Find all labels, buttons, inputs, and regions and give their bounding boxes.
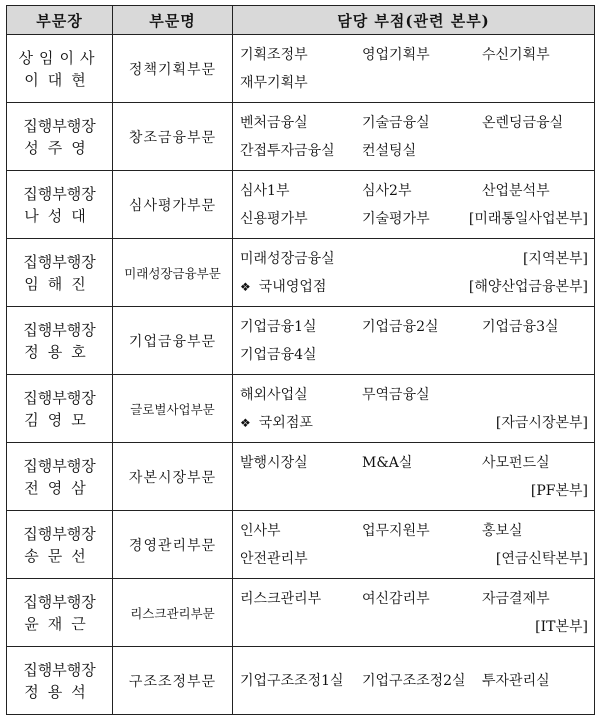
division-name-cell: 심사평가부문 xyxy=(113,171,233,239)
department-name: 기술금융실 xyxy=(362,114,430,131)
head-title: 집행부행장 xyxy=(23,660,96,679)
department-name: 온렌딩금융실 xyxy=(482,114,564,131)
department-name: 미래성장금융실 xyxy=(240,250,335,267)
dept-line-2 xyxy=(240,273,590,301)
table-body xyxy=(7,35,595,715)
dept-line-1 xyxy=(240,177,590,205)
department-name: 심사1부 xyxy=(240,182,290,199)
department-name: 기업금융2실 xyxy=(362,318,439,335)
department-name: 인사부 xyxy=(240,522,281,539)
bullet-item xyxy=(240,273,326,301)
dept-line-2 xyxy=(240,205,590,233)
head-title: 집행부행장 xyxy=(23,320,96,339)
department-name: 신용평가부 xyxy=(240,210,308,227)
header-division-head: 부문장 xyxy=(7,6,113,35)
department-name: 컨설팅실 xyxy=(362,142,417,159)
dept-line-2 xyxy=(240,545,590,573)
departments-cell xyxy=(233,103,595,171)
division-head-cell xyxy=(7,443,113,511)
department-name: 사모펀드실 xyxy=(482,454,550,471)
departments-cell xyxy=(233,35,595,103)
head-name: 전영삼 xyxy=(24,478,95,497)
division-name-cell: 경영관리부문 xyxy=(113,511,233,579)
department-name: 간접투자금융실 xyxy=(240,142,335,159)
head-title: 집행부행장 xyxy=(23,184,96,203)
department-name: 국외점포 xyxy=(258,414,313,431)
department-name: 안전관리부 xyxy=(240,550,308,567)
dept-line-1 xyxy=(240,313,590,341)
departments-cell xyxy=(233,239,595,307)
dept-line-1 xyxy=(240,245,590,273)
dept-line-1 xyxy=(240,585,590,613)
head-name: 이대현 xyxy=(24,70,95,89)
department-name: 리스크관리부 xyxy=(240,590,322,607)
table-header-row xyxy=(7,6,595,35)
division-head-cell xyxy=(7,579,113,647)
departments-cell xyxy=(233,171,595,239)
division-name-cell: 미래성장금융부문 xyxy=(113,239,233,307)
head-name: 정용석 xyxy=(24,682,95,701)
departments-cell xyxy=(233,647,595,715)
head-name: 임해진 xyxy=(24,274,95,293)
related-hq: [자금시장본부] xyxy=(495,414,588,431)
departments-cell xyxy=(233,307,595,375)
department-name: 심사2부 xyxy=(362,182,412,199)
head-name: 나성대 xyxy=(24,206,95,225)
department-name: M&A실 xyxy=(362,454,413,471)
department-name: 자금결제부 xyxy=(482,590,550,607)
department-name: 업무지원부 xyxy=(362,522,430,539)
dept-line-2 xyxy=(240,69,590,97)
department-name: 기업금융3실 xyxy=(482,318,559,335)
table-row xyxy=(7,35,595,103)
division-head-cell xyxy=(7,239,113,307)
table-row xyxy=(7,171,595,239)
department-name: 홍보실 xyxy=(482,522,523,539)
dept-line-2 xyxy=(240,341,590,369)
head-name: 윤재근 xyxy=(24,614,95,633)
department-name: 해외사업실 xyxy=(240,386,308,403)
header-departments: 담당 부점(관련 본부) xyxy=(233,6,595,35)
diamond-bullet-icon: ❖ xyxy=(240,415,251,430)
departments-cell xyxy=(233,375,595,443)
departments-cell xyxy=(233,511,595,579)
department-name: 기업구조조정1실 xyxy=(240,672,344,689)
department-name: 기업구조조정2실 xyxy=(362,672,466,689)
dept-line-1 xyxy=(240,109,590,137)
department-name: 산업분석부 xyxy=(482,182,550,199)
head-title: 집행부행장 xyxy=(23,592,96,611)
dept-line-2 xyxy=(240,409,590,437)
division-head-cell xyxy=(7,35,113,103)
department-name: 여신감리부 xyxy=(362,590,430,607)
table-row xyxy=(7,103,595,171)
division-name-cell: 정책기획부문 xyxy=(113,35,233,103)
department-name: 국내영업점 xyxy=(258,278,327,295)
division-head-cell xyxy=(7,171,113,239)
department-name: 수신기획부 xyxy=(482,46,550,63)
dept-line-2 xyxy=(240,613,590,641)
head-title: 집행부행장 xyxy=(23,388,96,407)
division-name-cell: 리스크관리부문 xyxy=(113,579,233,647)
table-row xyxy=(7,579,595,647)
department-name: 영업기획부 xyxy=(362,46,430,63)
head-name: 정용호 xyxy=(24,342,95,361)
department-name: 벤처금융실 xyxy=(240,114,308,131)
head-title: 집행부행장 xyxy=(23,116,96,135)
department-name: 기술평가부 xyxy=(362,210,430,227)
division-name-cell: 구조조정부문 xyxy=(113,647,233,715)
division-head-cell xyxy=(7,511,113,579)
division-head-cell xyxy=(7,375,113,443)
division-name-cell: 글로벌사업부문 xyxy=(113,375,233,443)
department-name: 투자관리실 xyxy=(482,672,550,689)
dept-line-1 xyxy=(240,517,590,545)
department-name: 무역금융실 xyxy=(362,386,430,403)
related-hq: [연금신탁본부] xyxy=(495,550,588,567)
department-name: 기획조정부 xyxy=(240,46,308,63)
dept-line-1 xyxy=(240,381,590,409)
departments-cell xyxy=(233,579,595,647)
division-name-cell: 창조금융부문 xyxy=(113,103,233,171)
related-hq: [지역본부] xyxy=(522,250,588,267)
related-hq: [미래통일사업본부] xyxy=(468,210,588,227)
table-row xyxy=(7,443,595,511)
dept-line-2 xyxy=(240,477,590,505)
related-hq: [해양산업금융본부] xyxy=(468,278,588,295)
table-row xyxy=(7,307,595,375)
head-title: 집행부행장 xyxy=(23,456,96,475)
departments-cell xyxy=(233,443,595,511)
head-name: 김영모 xyxy=(24,410,95,429)
division-name-cell: 자본시장부문 xyxy=(113,443,233,511)
table-row xyxy=(7,375,595,443)
division-table xyxy=(6,5,595,715)
head-title: 집행부행장 xyxy=(23,252,96,271)
diamond-bullet-icon: ❖ xyxy=(240,279,251,294)
department-name: 기업금융4실 xyxy=(240,346,317,363)
division-head-cell xyxy=(7,307,113,375)
head-name: 성주영 xyxy=(24,138,95,157)
related-hq: [PF본부] xyxy=(530,482,588,499)
department-name: 발행시장실 xyxy=(240,454,308,471)
division-head-cell xyxy=(7,103,113,171)
table-row xyxy=(7,647,595,715)
table-row xyxy=(7,239,595,307)
department-name: 재무기획부 xyxy=(240,74,308,91)
dept-line-1 xyxy=(240,41,590,69)
header-division-name: 부문명 xyxy=(113,6,233,35)
table-row xyxy=(7,511,595,579)
bullet-item xyxy=(240,409,313,437)
related-hq: [IT본부] xyxy=(535,618,588,635)
department-name: 기업금융1실 xyxy=(240,318,317,335)
head-title: 상임이사 xyxy=(18,48,101,67)
division-name-cell: 기업금융부문 xyxy=(113,307,233,375)
division-head-cell xyxy=(7,647,113,715)
dept-line-1 xyxy=(240,667,590,695)
dept-line-2 xyxy=(240,137,590,165)
dept-line-1 xyxy=(240,449,590,477)
head-name: 송문선 xyxy=(24,546,95,565)
head-title: 집행부행장 xyxy=(23,524,96,543)
